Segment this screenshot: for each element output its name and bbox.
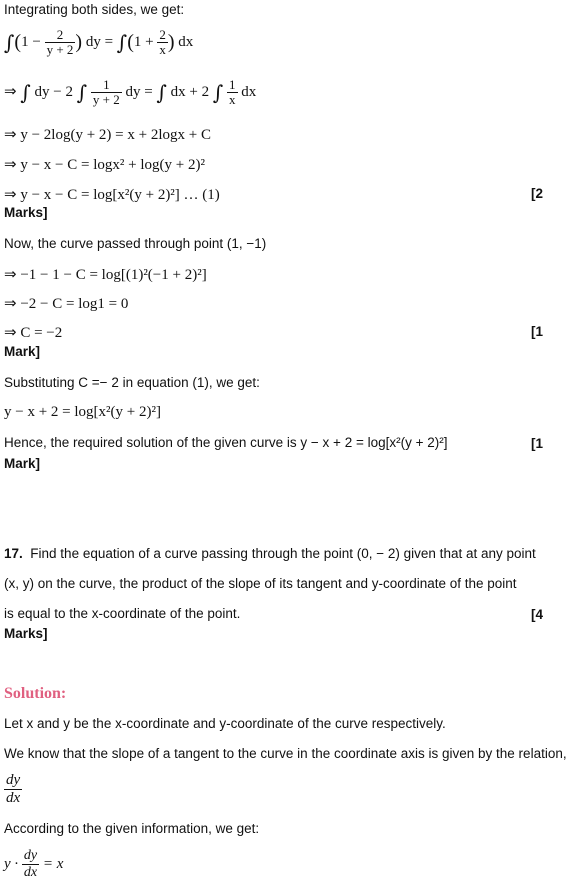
equation-line: ⇒ y − 2log(y + 2) = x + 2logx + C [4,127,211,143]
paren: ) [75,31,83,53]
marks-label: [1 [531,324,544,339]
equation-line: y − x + 2 = log[x²(y + 2)²] [4,404,161,420]
paren: ) [167,31,175,53]
expr: 1 + [133,33,154,50]
solution-heading: Solution: [4,685,67,702]
expr: dx + 2 [170,83,210,100]
equation-integral-split [4,78,256,107]
integral-sign: ∫ [156,80,167,105]
expr: y · [4,855,19,872]
fraction: $\frac{dy}{dx}$ [23,848,38,880]
marks-label: Marks] [4,205,48,220]
text-line: Integrating both sides, we get: [4,2,185,17]
integral-sign: ∫ [76,80,88,105]
equation-line: ⇒ y − x − C = log[x²(y + 2)²] … (1) [4,187,220,203]
text-line: We know that the slope of a tangent to the curve in the coordinate axis is given by the relation, [4,746,567,761]
equation-line: ⇒ −2 − C = log1 = 0 [4,296,129,312]
text-line: Now, the curve passed through point (1, −1) [4,236,267,251]
fraction: $\frac{1}{x}$ [229,77,236,107]
derivative-fraction: $\frac{dy}{dx}$ [6,772,21,806]
marks-label: [2 [531,186,544,201]
question-line: is equal to the x-coordinate of the point. [4,606,241,621]
question-number: 17. [4,546,23,561]
expr: dx [241,83,257,100]
expr: dy = [125,83,153,100]
marks-label: [1 [531,436,544,451]
integral-sign: ∫ [212,80,224,105]
question-line: (x, y) on the curve, the product of the slope of its tangent and y-coordinate of the point [4,576,517,591]
expr: dy = [85,33,117,50]
equation-line: ⇒ y − x − C = logx² + log(y + 2)² [4,157,205,173]
paren: ( [14,31,22,53]
text-line: According to the given information, we get: [4,821,260,836]
implies: ⇒ [4,83,17,100]
integral-sign: ∫ [4,30,15,55]
expr: = x [42,855,64,872]
integral-sign: ∫ [116,30,128,55]
question-line [4,546,536,561]
equation-line: ⇒ −1 − 1 − C = log[(1)²(−1 + 2)²] [4,267,207,283]
expr: dx [178,33,194,50]
marks-label: Mark] [4,344,41,359]
marks-label: Marks] [4,626,48,641]
expr: dy − 2 [34,83,73,100]
question-text: Find the equation of a curve passing through the point (0, − 2) given that at any point [30,546,536,561]
text-line: Let x and y be the x-coordinate and y-coordinate of the curve respectively. [4,716,446,731]
fraction: $\frac{2}{y + 2}$ [46,27,74,57]
equation-final [4,848,63,881]
equation-integral [4,28,193,57]
marks-label: Mark] [4,456,41,471]
expr: 1 − [21,33,41,50]
text-line: Hence, the required solution of the given curve is y − x + 2 = log[x²(y + 2)²] [4,435,448,450]
marks-label: [4 [531,607,544,622]
paren: ( [127,31,134,53]
fraction: $\frac{2}{x}$ [159,27,166,57]
equation-line: ⇒ C = −2 [4,325,63,341]
text-line: Substituting C =− 2 in equation (1), we get: [4,375,260,390]
integral-sign: ∫ [20,80,31,105]
fraction: $\frac{1}{y + 2}$ [92,77,120,107]
